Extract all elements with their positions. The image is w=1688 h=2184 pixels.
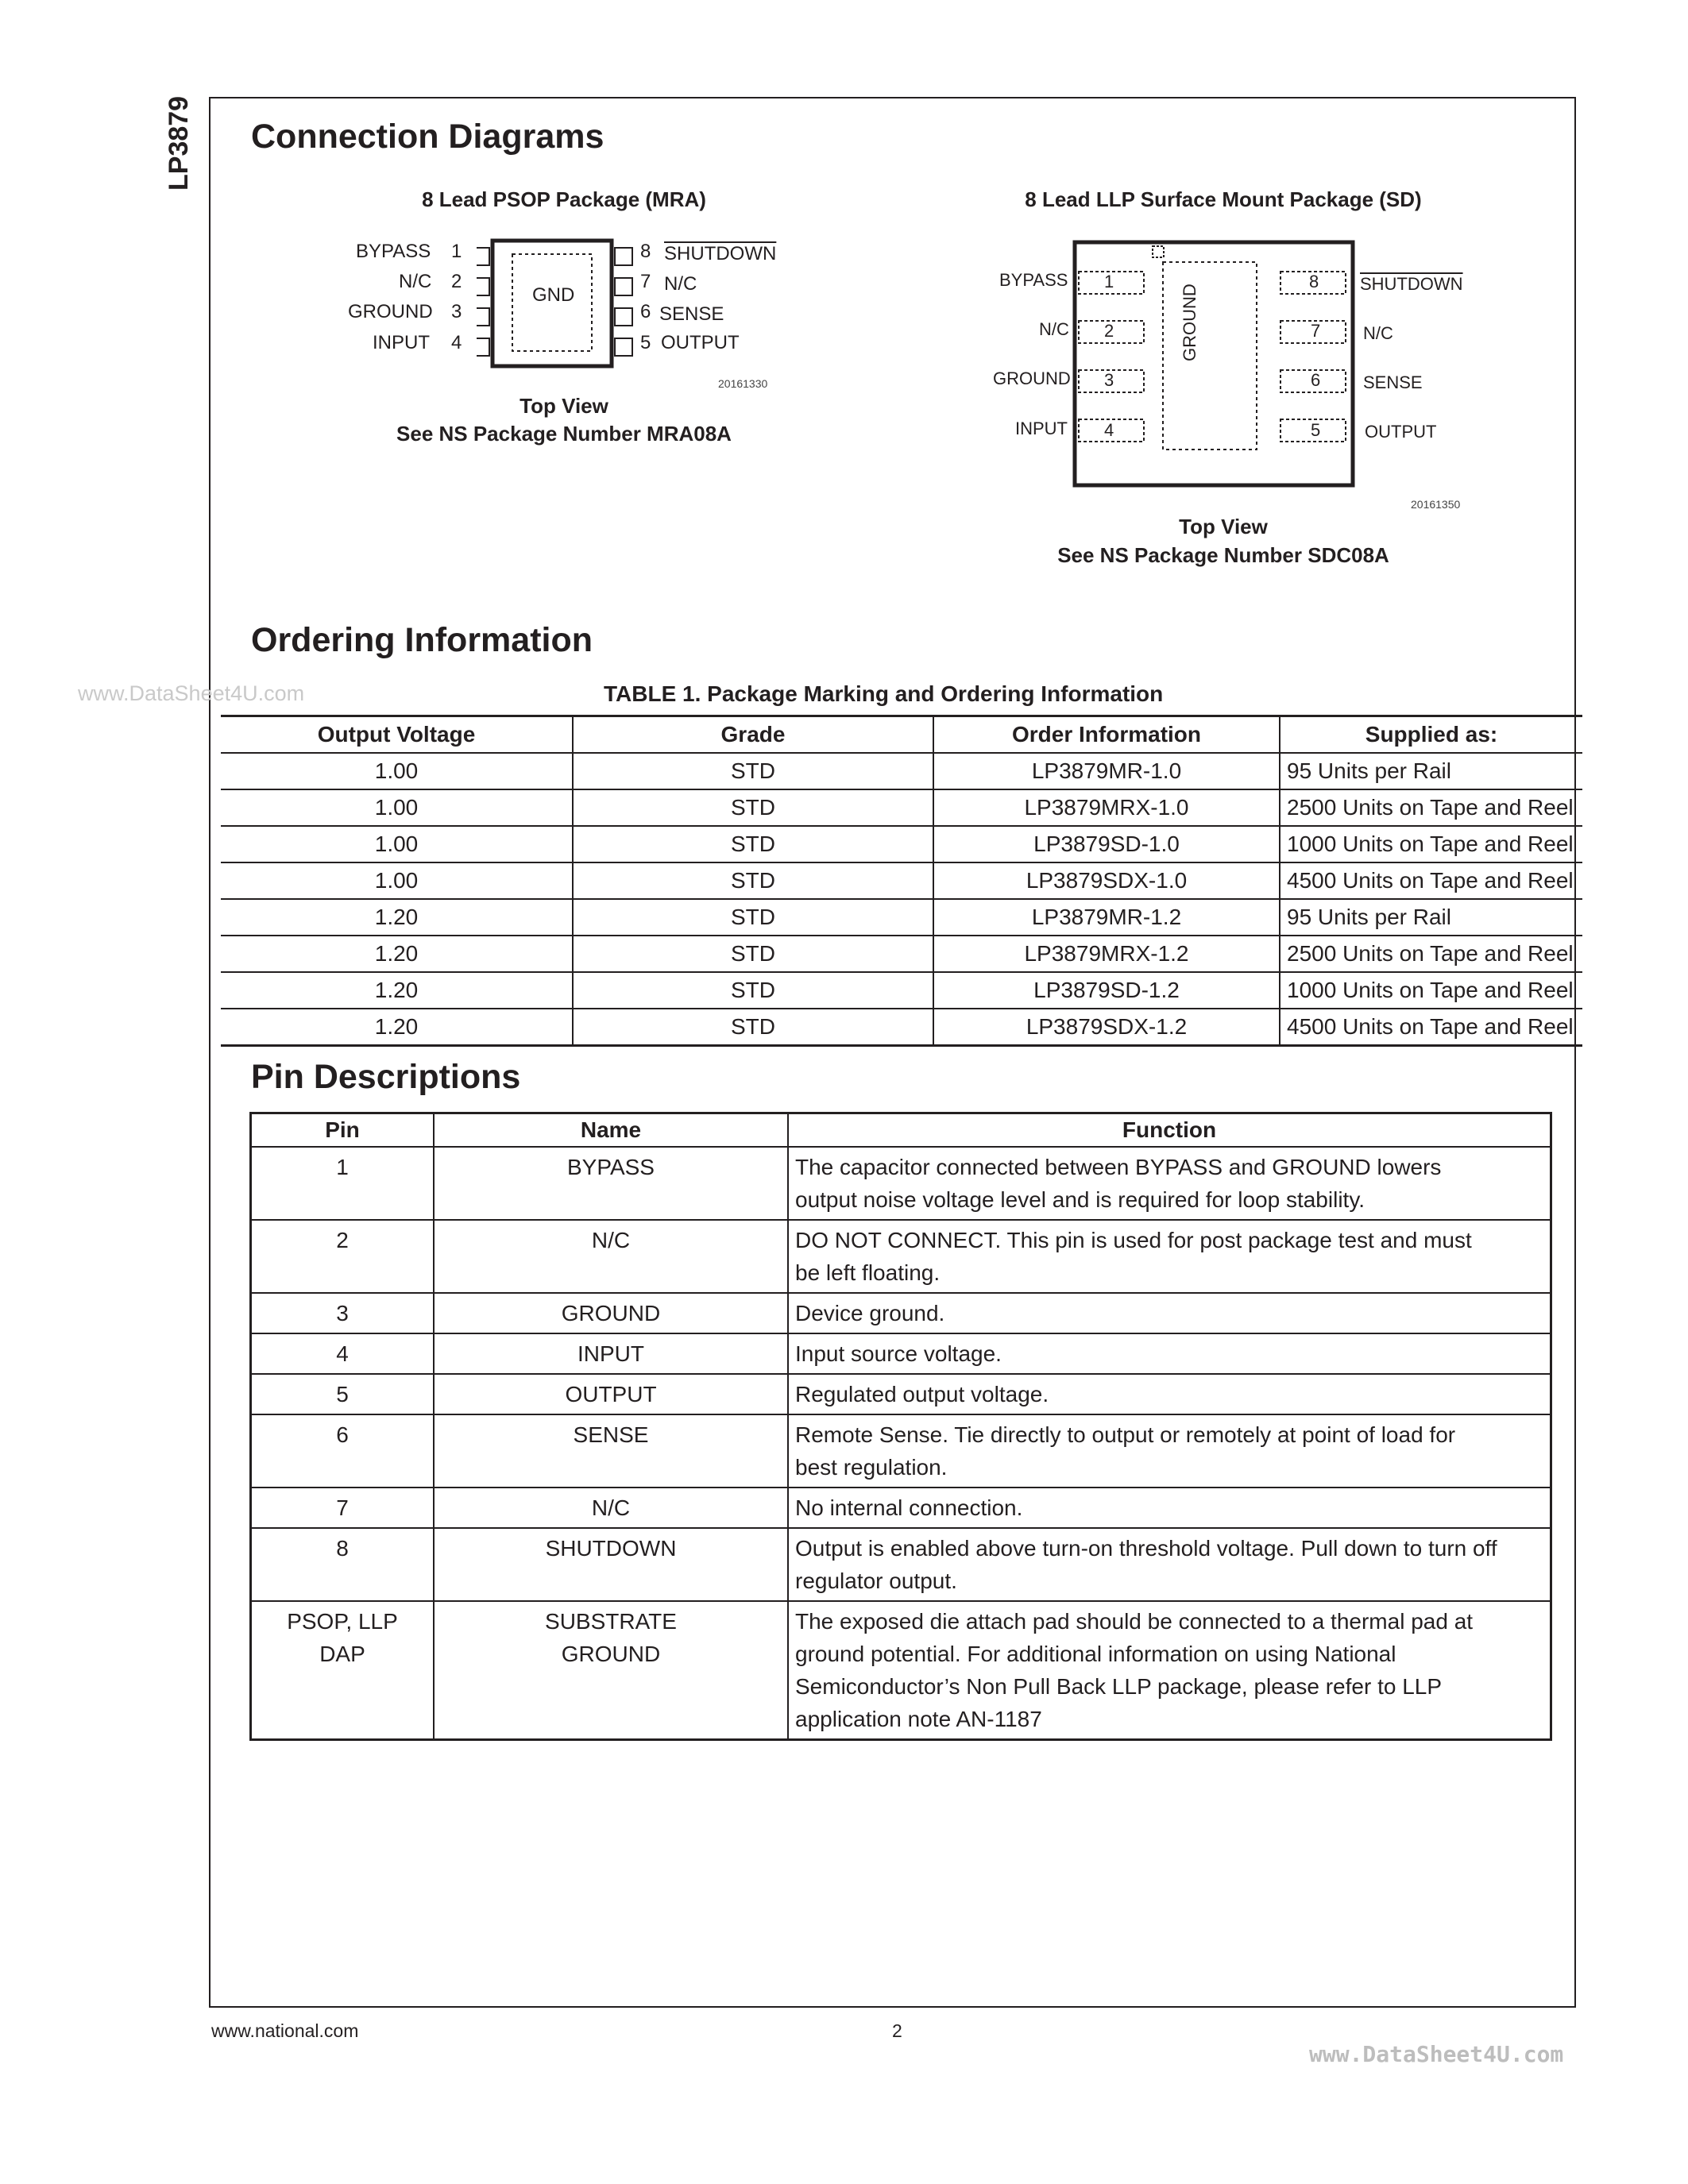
mra-pin-name-1: BYPASS [356,241,431,262]
sd-view-label: Top View [1179,515,1268,538]
ordering-table-header [221,716,1582,754]
cell-function [788,1488,1551,1528]
cell-line: 1 [336,1155,349,1179]
sd-pin-name-7: N/C [1363,323,1393,343]
cell-line: SENSE [573,1422,649,1447]
mra-pin-name-5: OUTPUT [661,332,740,353]
cell-pin [251,1333,435,1374]
cell-line: ground potential. For additional information on using National [795,1642,1396,1666]
cell-voltage: 1.00 [221,753,573,789]
cell-function [788,1414,1551,1488]
cell-voltage: 1.20 [221,1009,573,1046]
mra-title: 8 Lead PSOP Package (MRA) [422,187,706,211]
cell-supplied: 4500 Units on Tape and Reel [1280,862,1582,899]
cell-function [788,1601,1551,1740]
sd-right-pads [1280,272,1346,442]
cell-line: The capacitor connected between BYPASS and GROUND lowers [795,1155,1442,1179]
table-row [251,1333,1551,1374]
cell-line: N/C [591,1495,631,1520]
cell-pin [251,1488,435,1528]
mra-figure-code: 20161330 [718,377,768,390]
mra-pin-name-4: INPUT [373,332,430,353]
mra-pin-name-3: GROUND [348,301,433,322]
part-number-side-label: LP3879 [164,95,194,191]
cell-order: LP3879MRX-1.0 [933,789,1280,826]
cell-line: DAP [319,1642,365,1666]
cell-name [434,1147,788,1220]
cell-line: best regulation. [795,1455,948,1480]
cell-name [434,1528,788,1601]
cell-line: GROUND [561,1301,661,1325]
mra-pin-num-3: 3 [451,301,462,322]
table-row [221,899,1582,936]
cell-line: Device ground. [795,1301,945,1325]
cell-supplied: 1000 Units on Tape and Reel [1280,972,1582,1009]
mra-pin-name-6: SENSE [659,303,724,325]
cell-supplied: 2500 Units on Tape and Reel [1280,789,1582,826]
cell-pin [251,1528,435,1601]
sd-pin-name-8: SHUTDOWN [1360,274,1463,294]
table-row [221,826,1582,862]
cell-order: LP3879SDX-1.0 [933,862,1280,899]
table-row [251,1488,1551,1528]
cell-voltage: 1.20 [221,899,573,936]
table-row [221,1009,1582,1046]
cell-line: Input source voltage. [795,1341,1002,1366]
sd-pin-name-3: GROUND [993,369,1071,388]
cell-grade: STD [573,1009,933,1046]
cell-function [788,1293,1551,1333]
mra-pin-num-2: 2 [451,271,462,292]
sd-pin-name-5: OUTPUT [1365,422,1437,442]
cell-line: BYPASS [567,1155,655,1179]
cell-function [788,1147,1551,1220]
cell-name [434,1333,788,1374]
table-row [251,1528,1551,1601]
cell-voltage: 1.00 [221,826,573,862]
cell-function [788,1374,1551,1414]
col-supplied-as: Supplied as: [1280,716,1582,754]
cell-name [434,1488,788,1528]
mra-package-diagram [477,234,683,373]
cell-voltage: 1.20 [221,972,573,1009]
cell-order: LP3879SD-1.2 [933,972,1280,1009]
cell-supplied: 2500 Units on Tape and Reel [1280,936,1582,972]
cell-name [434,1374,788,1414]
sd-pin-name-1: BYPASS [999,270,1068,290]
cell-line: be left floating. [795,1260,941,1285]
cell-order: LP3879SD-1.0 [933,826,1280,862]
table-row [221,862,1582,899]
mra-pin-name-7: N/C [664,273,697,295]
mra-view-label: Top View [520,394,608,418]
cell-grade: STD [573,826,933,862]
cell-grade: STD [573,862,933,899]
mra-pin-num-1: 1 [451,241,462,262]
sd-pin-num-6: 6 [1311,370,1321,390]
cell-line: PSOP, LLP [287,1609,398,1634]
cell-line: 3 [336,1301,349,1325]
cell-line: No internal connection. [795,1495,1023,1520]
cell-function [788,1528,1551,1601]
sd-pin-name-6: SENSE [1363,372,1423,392]
cell-line: application note AN-1187 [795,1707,1042,1731]
ordering-table [221,715,1582,1047]
mra-pin-num-7: 7 [640,271,651,292]
table-row [251,1601,1551,1740]
cell-function [788,1220,1551,1293]
cell-line: DO NOT CONNECT. This pin is used for post package test and must [795,1228,1472,1252]
sd-pin-num-8: 8 [1309,272,1319,291]
cell-line: Semiconductor’s Non Pull Back LLP package, please refer to LLP [795,1674,1443,1699]
watermark-left: www.DataSheet4U.com [78,681,305,705]
cell-line: GROUND [561,1642,661,1666]
cell-order: LP3879MRX-1.2 [933,936,1280,972]
mra-pin-num-8: 8 [640,241,651,262]
table-row [251,1293,1551,1333]
cell-pin [251,1147,435,1220]
pin-table-header [251,1113,1551,1148]
sd-left-pads [1079,272,1144,442]
section-title-connection: Connection Diagrams [251,118,605,156]
cell-order: LP3879MR-1.0 [933,753,1280,789]
cell-voltage: 1.00 [221,789,573,826]
cell-line: OUTPUT [565,1382,657,1406]
cell-line: N/C [591,1228,631,1252]
cell-line: output noise voltage level and is required for loop stability. [795,1187,1365,1212]
col-grade: Grade [573,716,933,754]
mra-left-pads [477,248,489,356]
mra-package-number: See NS Package Number MRA08A [396,422,732,446]
mra-pin-num-6: 6 [640,301,651,322]
cell-pin [251,1601,435,1740]
cell-line: 8 [336,1536,349,1561]
sd-center-label: GROUND [1180,284,1199,361]
cell-pin [251,1293,435,1333]
cell-order: LP3879SDX-1.2 [933,1009,1280,1046]
cell-order: LP3879MR-1.2 [933,899,1280,936]
cell-line: 7 [336,1495,349,1520]
cell-name [434,1220,788,1293]
cell-line: 6 [336,1422,349,1447]
pin-descriptions-table [249,1112,1552,1741]
table-row [221,936,1582,972]
cell-voltage: 1.20 [221,936,573,972]
table-row [251,1414,1551,1488]
cell-line: SUBSTRATE [545,1609,677,1634]
cell-line: The exposed die attach pad should be connected to a thermal pad at [795,1609,1474,1634]
cell-name [434,1414,788,1488]
col-output-voltage: Output Voltage [317,722,476,747]
cell-supplied: 95 Units per Rail [1280,899,1582,936]
cell-supplied: 4500 Units on Tape and Reel [1280,1009,1582,1046]
sd-figure-code: 20161350 [1411,498,1461,511]
cell-voltage: 1.00 [221,862,573,899]
col-function: Function [788,1113,1551,1148]
table-row [251,1220,1551,1293]
cell-line: 5 [336,1382,349,1406]
table-row [221,972,1582,1009]
sd-pin-num-1: 1 [1104,272,1114,291]
cell-line: INPUT [577,1341,644,1366]
table-row [221,753,1582,789]
section-title-ordering: Ordering Information [251,621,593,659]
cell-line: SHUTDOWN [545,1536,677,1561]
section-title-pin-descriptions: Pin Descriptions [251,1058,521,1096]
page-number: 2 [892,2020,902,2041]
cell-grade: STD [573,789,933,826]
sd-pin-num-7: 7 [1311,321,1321,341]
table-row [251,1147,1551,1220]
cell-grade: STD [573,753,933,789]
ordering-table-caption: TABLE 1. Package Marking and Ordering Information [604,681,1164,706]
col-order-information: Order Information [933,716,1280,754]
col-name: Name [434,1113,788,1148]
cell-line: Remote Sense. Tie directly to output or remotely at point of load for [795,1422,1456,1447]
table-row [221,789,1582,826]
mra-right-pads [615,248,632,356]
mra-pin-num-5: 5 [640,332,651,353]
cell-supplied: 95 Units per Rail [1280,753,1582,789]
cell-name [434,1601,788,1740]
mra-pin-num-4: 4 [451,332,462,353]
cell-grade: STD [573,972,933,1009]
cell-line: Regulated output voltage. [795,1382,1049,1406]
cell-supplied: 1000 Units on Tape and Reel [1280,826,1582,862]
sd-pin-num-3: 3 [1104,370,1114,390]
sd-pin-num-4: 4 [1104,420,1114,440]
cell-line: 2 [336,1228,349,1252]
cell-line: regulator output. [795,1569,957,1593]
cell-name [434,1293,788,1333]
cell-grade: STD [573,936,933,972]
sd-title: 8 Lead LLP Surface Mount Package (SD) [1025,187,1422,211]
sd-package-number: See NS Package Number SDC08A [1057,543,1389,567]
footer-url[interactable]: www.national.com [211,2020,359,2041]
watermark-bottom: www.DataSheet4U.com [1309,2041,1564,2067]
cell-line: Output is enabled above turn-on threshold voltage. Pull down to turn off [795,1536,1497,1561]
mra-pin-name-2: N/C [399,271,432,292]
sd-pin-name-2: N/C [1039,319,1069,339]
cell-line: 4 [336,1341,349,1366]
cell-grade: STD [573,899,933,936]
cell-pin [251,1220,435,1293]
sd-pin-num-2: 2 [1104,321,1114,341]
cell-function [788,1333,1551,1374]
sd-pin-num-5: 5 [1311,420,1321,440]
mra-center-label: GND [532,284,575,306]
sd-pin-name-4: INPUT [1015,419,1068,438]
col-pin: Pin [251,1113,435,1148]
cell-pin [251,1414,435,1488]
mra-pin-name-8: SHUTDOWN [664,243,777,264]
cell-pin [251,1374,435,1414]
table-row [251,1374,1551,1414]
